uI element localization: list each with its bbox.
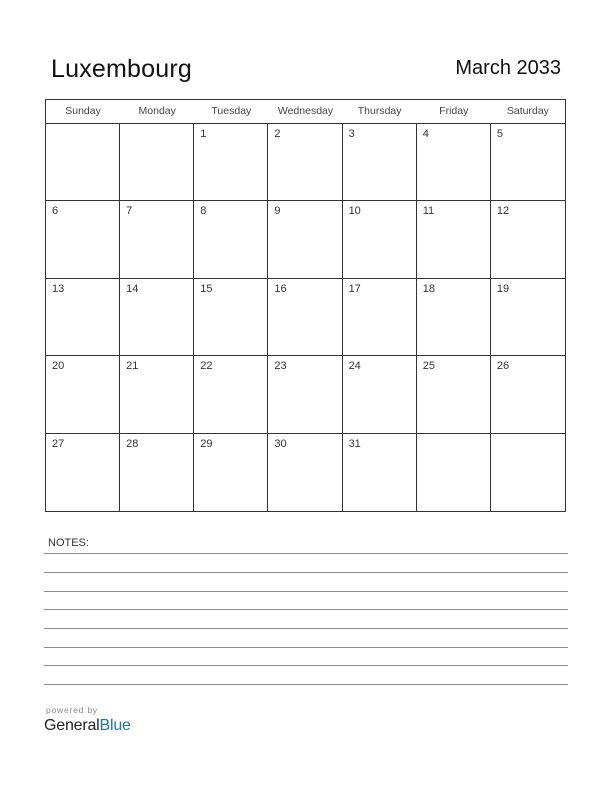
day-number: 6 xyxy=(52,205,59,218)
day-number: 26 xyxy=(496,360,510,373)
day-number: 19 xyxy=(496,282,510,295)
calendar-day-cell xyxy=(194,201,268,278)
calendar-day-cell xyxy=(343,279,417,356)
note-line xyxy=(44,647,568,648)
calendar-day-cell xyxy=(491,124,565,201)
day-number: 17 xyxy=(348,282,361,295)
calendar-day-cell xyxy=(417,201,491,278)
day-number: 30 xyxy=(274,437,287,450)
calendar-day-cell xyxy=(46,201,120,278)
day-number: 14 xyxy=(126,282,139,295)
calendar-day-cell xyxy=(417,356,491,433)
calendar-day-cell xyxy=(46,279,120,356)
day-number: 21 xyxy=(126,360,139,373)
calendar-day-cell xyxy=(491,279,565,356)
day-number: 20 xyxy=(52,360,65,373)
note-line xyxy=(44,609,568,610)
calendar-day-cell xyxy=(46,356,120,433)
calendar-day-cell xyxy=(268,124,342,201)
notes-label: NOTES: xyxy=(48,537,89,549)
calendar-day-cell xyxy=(491,434,565,511)
weekday-sunday: Sunday xyxy=(65,105,101,117)
day-number: 12 xyxy=(496,205,510,218)
day-number: 1 xyxy=(200,128,207,140)
calendar-day-cell xyxy=(417,124,491,201)
calendar-day-cell xyxy=(46,124,120,201)
calendar-day-cell xyxy=(417,279,491,356)
calendar-day-cell xyxy=(46,434,120,511)
calendar-day-cell xyxy=(120,356,194,433)
brand-general: General xyxy=(44,717,100,734)
calendar-day-cell xyxy=(120,124,194,201)
day-number: 7 xyxy=(126,205,133,218)
day-number: 9 xyxy=(274,205,281,218)
calendar-day-cell xyxy=(120,279,194,356)
calendar-day-cell xyxy=(268,434,342,511)
weekday-monday: Monday xyxy=(138,105,176,117)
note-line xyxy=(44,665,568,666)
calendar-day-cell xyxy=(268,279,342,356)
calendar-day-cell xyxy=(343,434,417,511)
day-number: 5 xyxy=(496,128,503,140)
weekday-tuesday: Tuesday xyxy=(211,105,252,117)
calendar-day-cell xyxy=(268,201,342,278)
calendar-grid xyxy=(45,99,566,512)
weekday-header-row xyxy=(46,100,565,124)
day-number: 27 xyxy=(52,437,65,450)
day-number: 22 xyxy=(200,360,213,373)
calendar-body xyxy=(46,124,565,511)
day-number: 13 xyxy=(52,282,65,295)
calendar-day-cell xyxy=(194,356,268,433)
calendar-day-cell xyxy=(268,356,342,433)
calendar-day-cell xyxy=(120,201,194,278)
calendar-day-cell xyxy=(194,124,268,201)
month-year-title: March 2033 xyxy=(455,57,561,79)
note-line xyxy=(44,628,568,629)
note-line xyxy=(44,553,568,554)
calendar-day-cell xyxy=(343,356,417,433)
powered-by-text: powered by xyxy=(46,705,98,715)
day-number: 24 xyxy=(348,360,361,373)
calendar-day-cell xyxy=(491,201,565,278)
note-line xyxy=(44,572,568,573)
day-number: 31 xyxy=(348,437,361,450)
weekday-thursday: Thursday xyxy=(357,105,402,117)
calendar-day-cell xyxy=(194,279,268,356)
day-number: 15 xyxy=(200,282,213,295)
day-number: 4 xyxy=(422,128,429,140)
weekday-wednesday: Wednesday xyxy=(277,105,334,117)
weekday-saturday: Saturday xyxy=(506,105,549,117)
country-title: Luxembourg xyxy=(51,55,192,83)
calendar-day-cell xyxy=(343,124,417,201)
day-number: 8 xyxy=(200,205,207,218)
day-number: 11 xyxy=(422,205,435,218)
note-line xyxy=(44,684,568,685)
note-line xyxy=(44,591,568,592)
day-number: 3 xyxy=(348,128,355,140)
calendar-day-cell xyxy=(120,434,194,511)
day-number: 28 xyxy=(126,437,139,450)
calendar-day-cell xyxy=(194,434,268,511)
day-number: 25 xyxy=(422,360,435,373)
calendar-day-cell xyxy=(343,201,417,278)
generalblue-logo xyxy=(44,717,131,735)
day-number: 2 xyxy=(274,128,281,140)
brand-blue: Blue xyxy=(99,717,131,734)
weekday-friday: Friday xyxy=(439,105,469,117)
day-number: 29 xyxy=(200,437,213,450)
calendar-day-cell xyxy=(417,434,491,511)
day-number: 23 xyxy=(274,360,287,373)
day-number: 18 xyxy=(422,282,435,295)
day-number: 10 xyxy=(348,205,361,218)
calendar-day-cell xyxy=(491,356,565,433)
day-number: 16 xyxy=(274,282,287,295)
